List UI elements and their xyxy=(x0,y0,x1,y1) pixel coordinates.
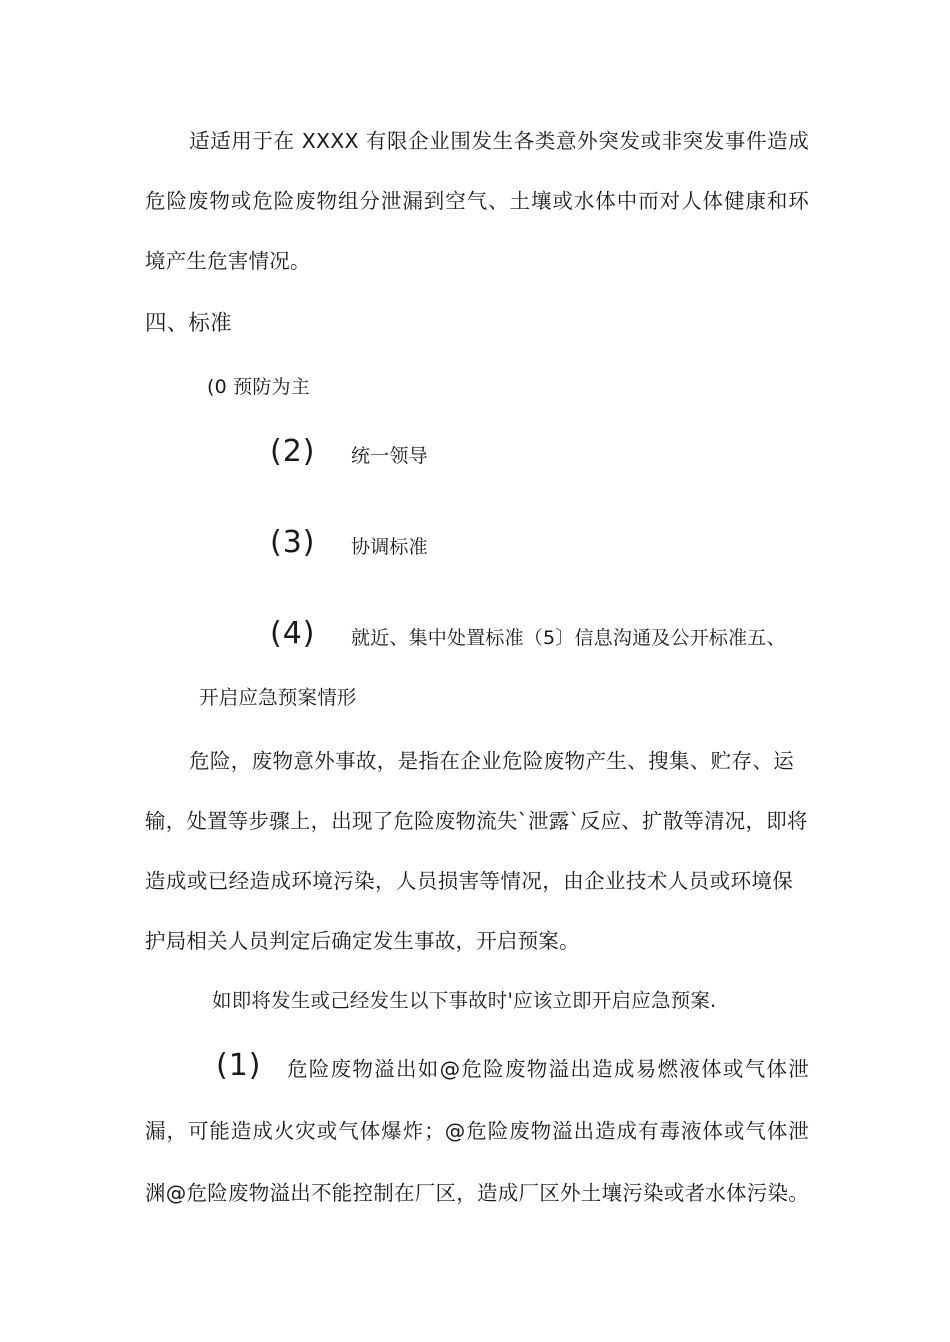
accident-paragraph-line-3: 造成或已经造成环境污染，人员损害等情况，由企业技术人员或环境保 xyxy=(145,869,793,893)
principle-item-2-number: (2) xyxy=(270,434,316,469)
condition-item-1-line-3: 渊@危险废物溢出不能控制在厂区，造成厂区外土壤污染或者水体污染。 xyxy=(145,1181,809,1205)
section-heading-activation: 开启应急预案情形 xyxy=(199,686,357,709)
principle-item-4-text: 就近、集中处置标准（5〕信息沟通及公开标准五、 xyxy=(351,627,786,649)
principle-item-4-number: (4) xyxy=(270,616,316,651)
activation-intro: 如即将发生或己经发生以下事故时'应该立即开启应急预案. xyxy=(212,989,717,1012)
condition-item-1-line-2: 漏，可能造成火灾或气体爆炸；@危险废物溢出造成有毒液体或气体泄 xyxy=(145,1119,809,1143)
accident-paragraph-line-1: 危险，废物意外事故，是指在企业危险废物产生、搜集、贮存、运 xyxy=(189,749,794,773)
condition-item-1-line-1: 危险废物溢出如@危险废物溢出造成易燃液体或气体泄 xyxy=(287,1057,809,1081)
principle-item-1: (0 预防为主 xyxy=(207,376,310,398)
principle-item-2-text: 统一领导 xyxy=(351,445,428,467)
accident-paragraph-line-2: 输，处置等步骤上，出现了危险废物流失`泄露`反应、扩散等清况，即将 xyxy=(145,809,808,833)
scope-paragraph-line-1: 适适用于在 XXXX 有限企业围发生各类意外突发或非突发事件造成 xyxy=(189,129,809,153)
accident-paragraph-line-4: 护局相关人员判定后确定发生事故，开启预案。 xyxy=(145,929,580,953)
condition-item-1-number: (1) xyxy=(216,1048,262,1083)
scope-paragraph-line-2: 危险废物或危险废物组分泄漏到空气、土壤或水体中而对人体健康和环 xyxy=(145,189,809,213)
principle-item-3-text: 协调标准 xyxy=(351,536,428,558)
principle-item-3-number: (3) xyxy=(270,525,316,560)
section-heading-principles: 四、标准 xyxy=(145,311,232,336)
scope-paragraph-line-3: 境产生危害情况。 xyxy=(145,249,311,273)
